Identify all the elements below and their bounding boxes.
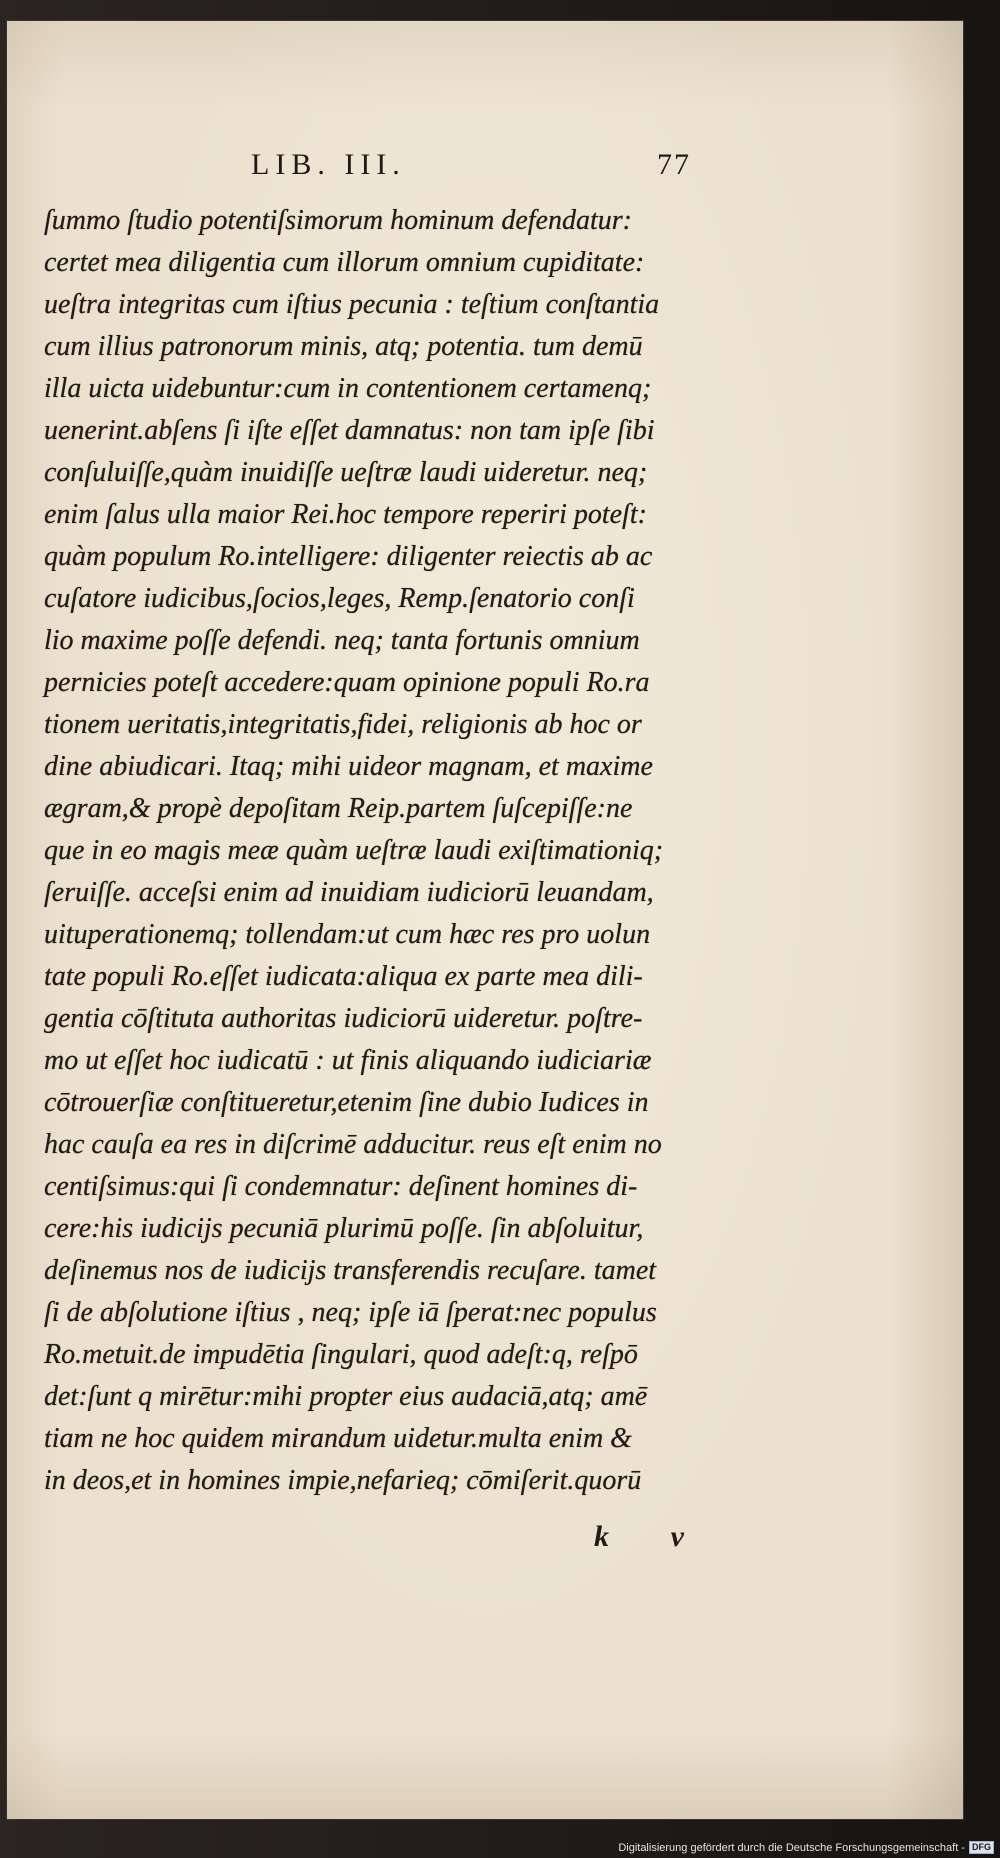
text-line: cum illius patronorum minis, atq; potentia. tum demū: [44, 331, 643, 362]
text-line: tionem ueritatis,integritatis,fidei, religionis ab hoc or: [44, 709, 642, 740]
text-line: tiam ne hoc quidem mirandum uidetur.multa enim &: [44, 1423, 632, 1454]
text-line: det:ſunt q mirētur:mihi propter eius audaciā,atq; amē: [44, 1381, 648, 1412]
text-line: dine abiudicari. Itaq; mihi uideor magnam, et maxime: [44, 751, 653, 782]
text-line: certet mea diligentia cum illorum omnium cupiditate:: [44, 247, 645, 278]
text-line: lio maxime poſſe defendi. neq; tanta fortunis omnium: [44, 625, 640, 656]
text-line: gentia cōſtituta authoritas iudiciorū uideretur. poſtre-: [44, 1003, 643, 1034]
text-line: tate populi Ro.eſſet iudicata:aliqua ex parte mea dili-: [44, 961, 643, 992]
page-number: 77: [657, 148, 691, 181]
digitization-credit: [618, 1841, 994, 1854]
running-head-title: LIB. III.: [251, 148, 406, 181]
book-page: [6, 20, 964, 1820]
text-line: ſummo ſtudio potentiſsimorum hominum defendatur:: [44, 205, 632, 236]
text-line: quàm populum Ro.intelligere: diligenter reiectis ab ac: [44, 541, 653, 572]
credit-text: Digitalisierung gefördert durch die Deutsche Forschungsgemeinschaft -: [618, 1841, 965, 1854]
signature-mark: [594, 1520, 684, 1554]
text-line: hac cauſa ea res in diſcrimē adducitur. reus eſt enim no: [44, 1129, 662, 1160]
text-line: conſuluiſſe,quàm inuidiſſe ueſtræ laudi uideretur. neq;: [44, 457, 648, 488]
text-line: pernicies poteſt accedere:quam opinione populi Ro.ra: [44, 667, 650, 698]
text-line: que in eo magis meæ quàm ueſtræ laudi exiſtimationiq;: [44, 835, 664, 866]
text-line: mo ut eſſet hoc iudicatū : ut finis aliquando iudiciariæ: [44, 1045, 652, 1076]
text-line: deſinemus nos de iudicijs transferendis recuſare. tamet: [44, 1255, 657, 1286]
body-text: [44, 200, 764, 1502]
text-line: ueſtra integritas cum iſtius pecunia : teſtium conſtantia: [44, 289, 660, 320]
text-line: enim ſalus ulla maior Rei.hoc tempore reperiri poteſt:: [44, 499, 647, 530]
text-line: illa uicta uidebuntur:cum in contentionem certamenq;: [44, 373, 652, 404]
text-line: in deos,et in homines impie,nefarieq; cōmiſerit.quorū: [44, 1465, 642, 1496]
signature-numeral: v: [670, 1520, 684, 1553]
text-line: cere:his iudicijs pecuniā plurimū poſſe. ſin abſoluitur,: [44, 1213, 644, 1244]
text-line: cuſatore iudicibus,ſocios,leges, Remp.ſenatorio conſi: [44, 583, 635, 614]
text-line: ſeruiſſe. acceſsi enim ad inuidiam iudiciorū leuandam,: [44, 877, 654, 908]
text-line: Ro.metuit.de impudētia ſingulari, quod adeſt:q, reſpō: [44, 1339, 638, 1370]
text-line: ægram,& propè depoſitam Reip.partem ſuſcepiſſe:ne: [44, 793, 633, 824]
dfg-logo: DFG: [969, 1841, 994, 1854]
text-line: ſi de abſolutione iſtius , neq; ipſe iā ſperat:nec populus: [44, 1297, 657, 1328]
text-line: uenerint.abſens ſi iſte eſſet damnatus: non tam ipſe ſibi: [44, 415, 655, 446]
text-line: uituperationemq; tollendam:ut cum hæc res pro uolun: [44, 919, 651, 950]
signature-letter: k: [594, 1520, 609, 1553]
text-line: centiſsimus:qui ſi condemnatur: deſinent homines di-: [44, 1171, 638, 1202]
text-line: cōtrouerſiæ conſtitueretur,etenim ſine dubio Iudices in: [44, 1087, 649, 1118]
running-head: [251, 148, 691, 182]
